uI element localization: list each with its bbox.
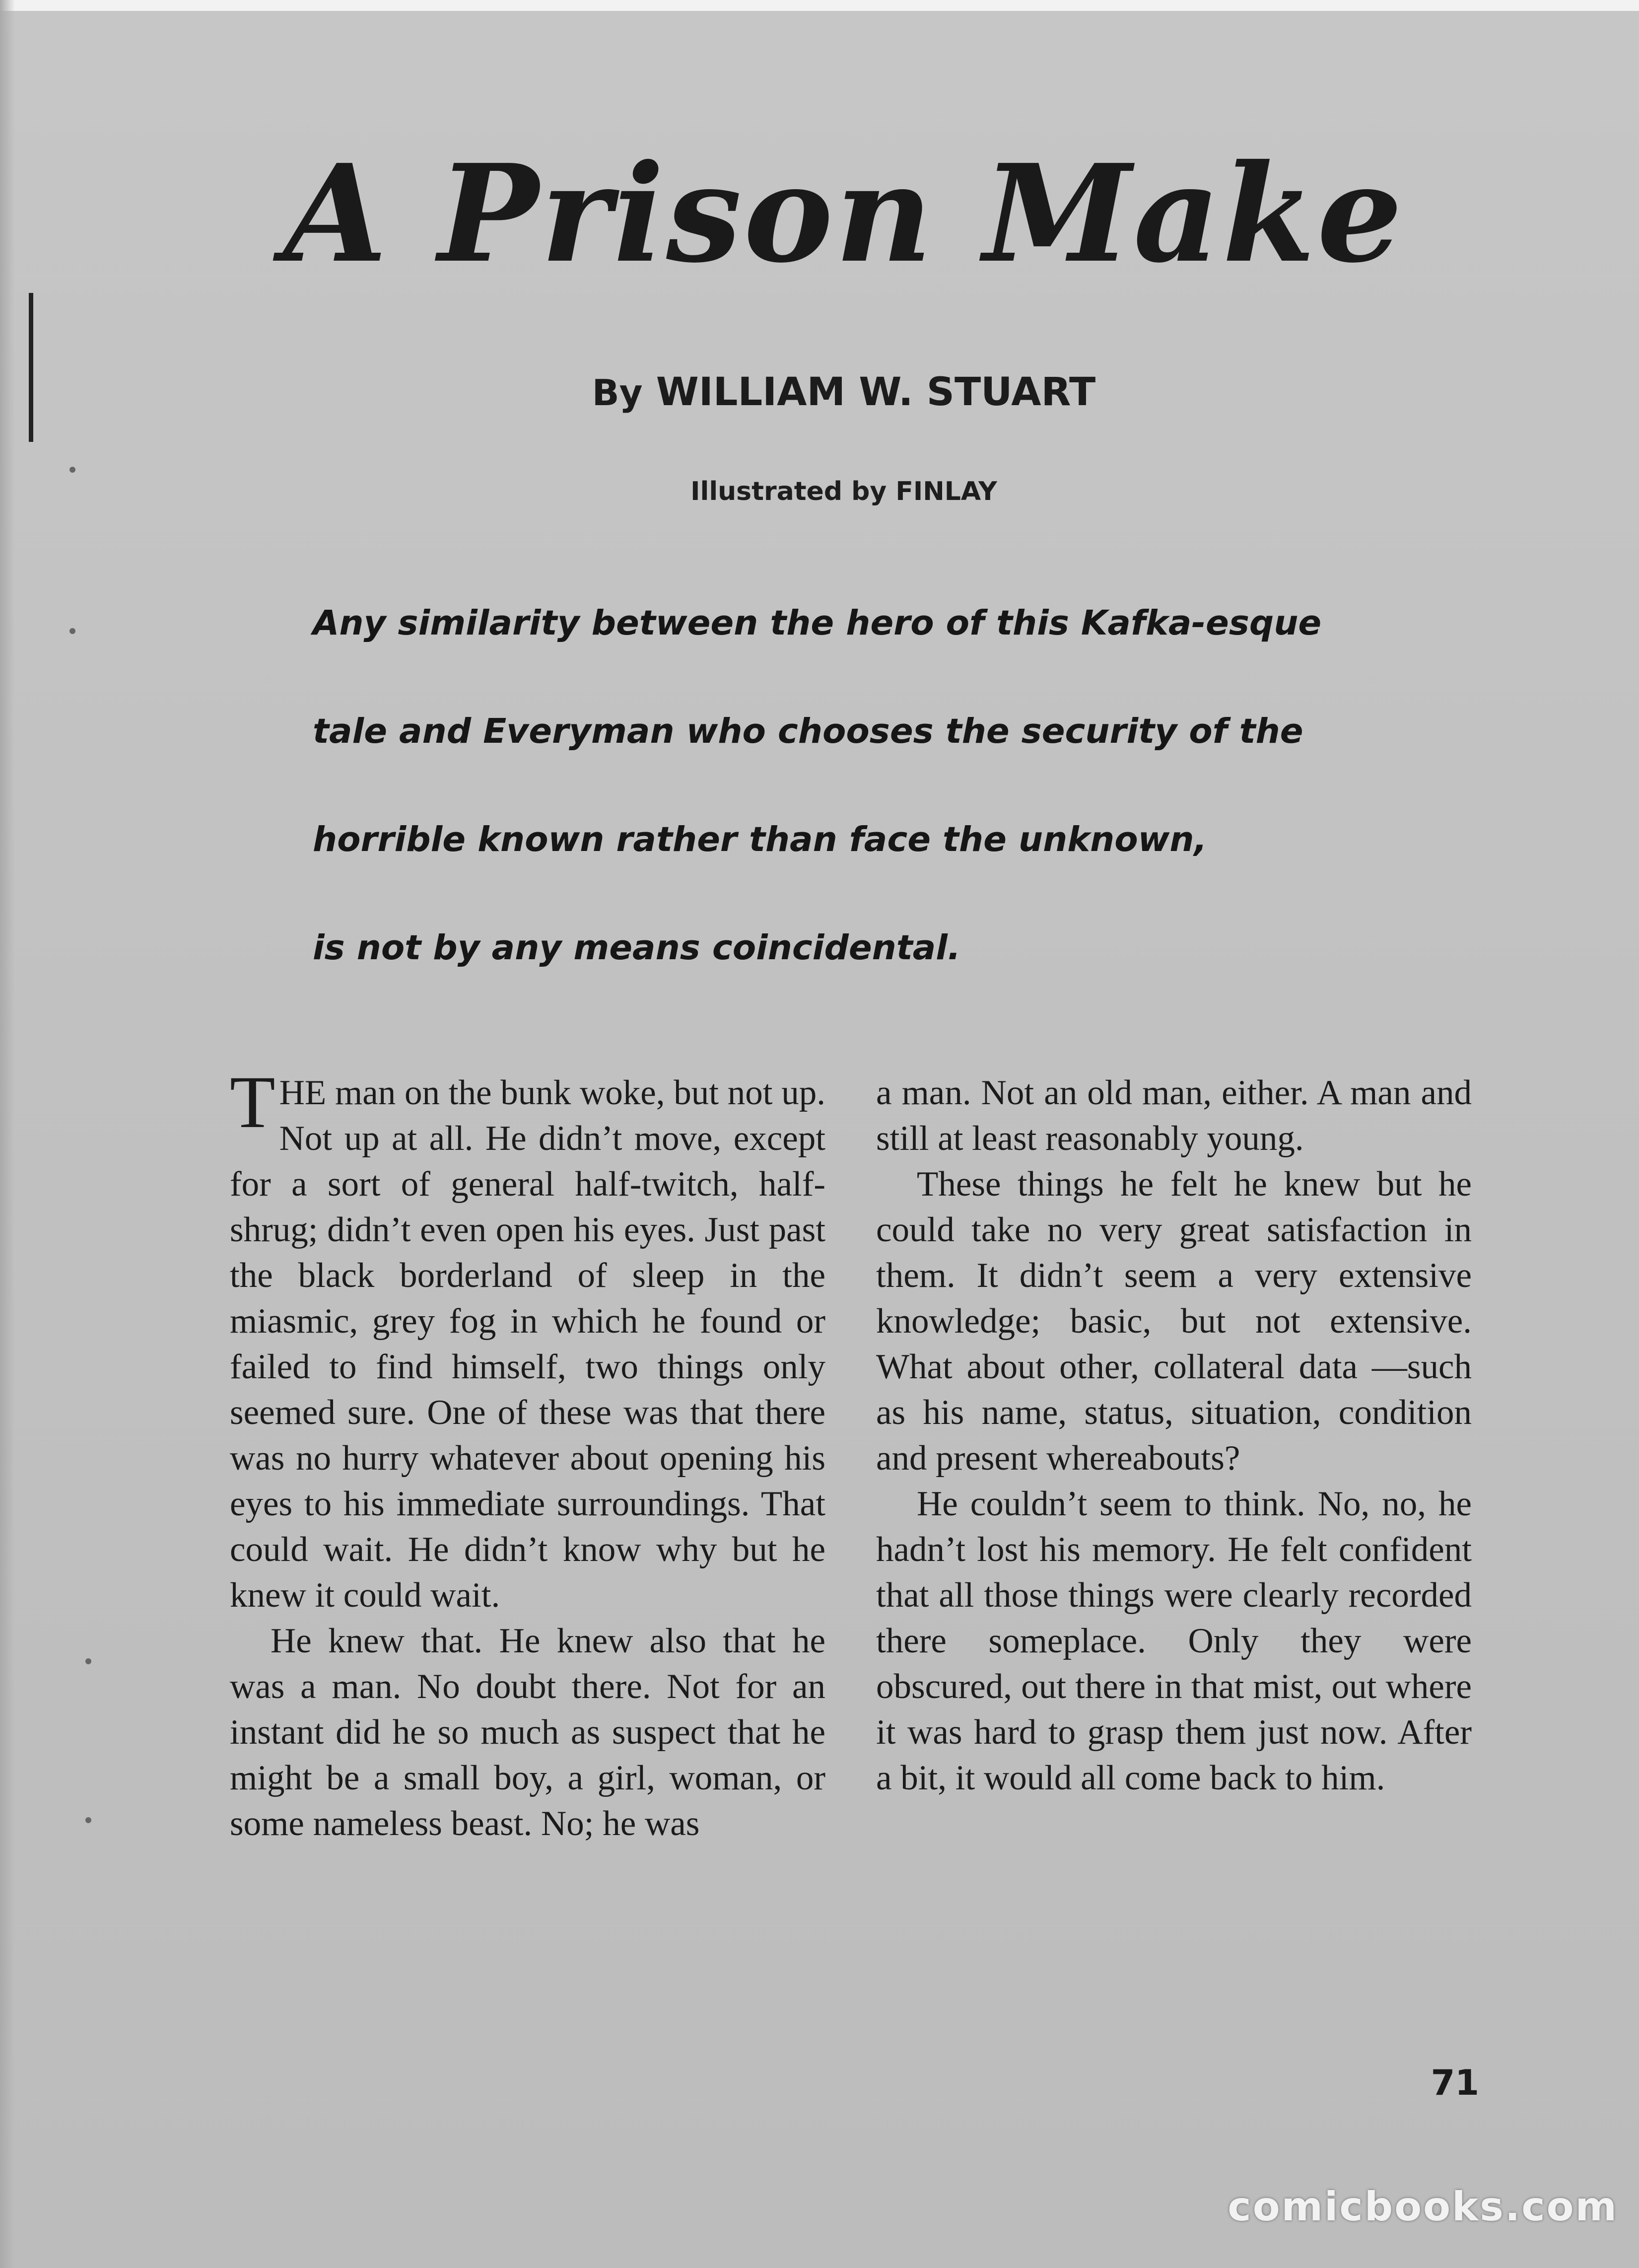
byline-prefix: By (592, 372, 643, 414)
story-blurb (313, 598, 1449, 1031)
byline (228, 367, 1459, 418)
blurb-line: horrible known rather than face the unknown, (313, 820, 1207, 859)
paragraph: He couldn’t seem to think. No, no, he hadn’t lost his memory. He felt confident that all those things were clearly recorded there someplace. Only they were obscured, out there in that mist, out where it was hard to grasp them just now. After a bit, it would all come back to him. (876, 1485, 1472, 1797)
paragraph: He knew that. He knew also that he was a man. No doubt there. Not for an instant did he so much as suspect that he might be a small boy, a girl, woman, or some nameless beast. No; he was (230, 1622, 825, 1843)
paragraph-continued: a man. Not an old man, either. A man and still at least reasonably young. (876, 1073, 1472, 1158)
page-number: 71 (1431, 2062, 1479, 2103)
story-title: A Prison Make (283, 135, 1405, 292)
paragraph: These things he felt he knew but he could take no very great satisfaction in them. It didn’t seem a very extensive knowledge; basic, but not extensive. What about other, collateral data —such as his name, status, situation, condition and present whereabouts? (876, 1165, 1472, 1478)
illustrator-credit (228, 474, 1459, 509)
drop-cap: T (230, 1061, 275, 1143)
text-column-right (876, 1070, 1472, 1801)
blurb-line: is not by any means coincidental. (313, 928, 961, 968)
blurb-line: tale and Everyman who chooses the security of the (313, 711, 1303, 751)
illustrator-prefix: Illustrated by (690, 477, 887, 506)
author-name: WILLIAM W. STUART (656, 370, 1096, 415)
page-gutter-shadow (0, 0, 15, 2268)
dust-speck (85, 1658, 91, 1664)
dust-speck (85, 1817, 91, 1823)
blurb-line: Any similarity between the hero of this Kafka-esque (313, 603, 1322, 643)
dust-speck (69, 467, 75, 473)
illustrator-name: FINLAY (895, 477, 997, 506)
text-column-left (230, 1061, 826, 1846)
paragraph (230, 1061, 826, 1618)
dust-speck (69, 628, 75, 634)
watermark: comicbooks.com (1228, 2184, 1618, 2230)
page-top-edge (0, 0, 1639, 11)
binding-mark (29, 293, 33, 442)
paragraph-text: HE man on the bunk woke, but not up. Not up at all. He didn’t move, except for a sort of general half-twitch, half-shrug; didn’t even open his eyes. Just past the black borderland of sleep in the miasmic, grey fog in which he found or failed to find himself, two things only seemed sure. One of these was that there was no hurry whatever about opening his eyes to his immediate surroundings. That could wait. He didn’t know why but he knew it could wait. (230, 1073, 826, 1615)
